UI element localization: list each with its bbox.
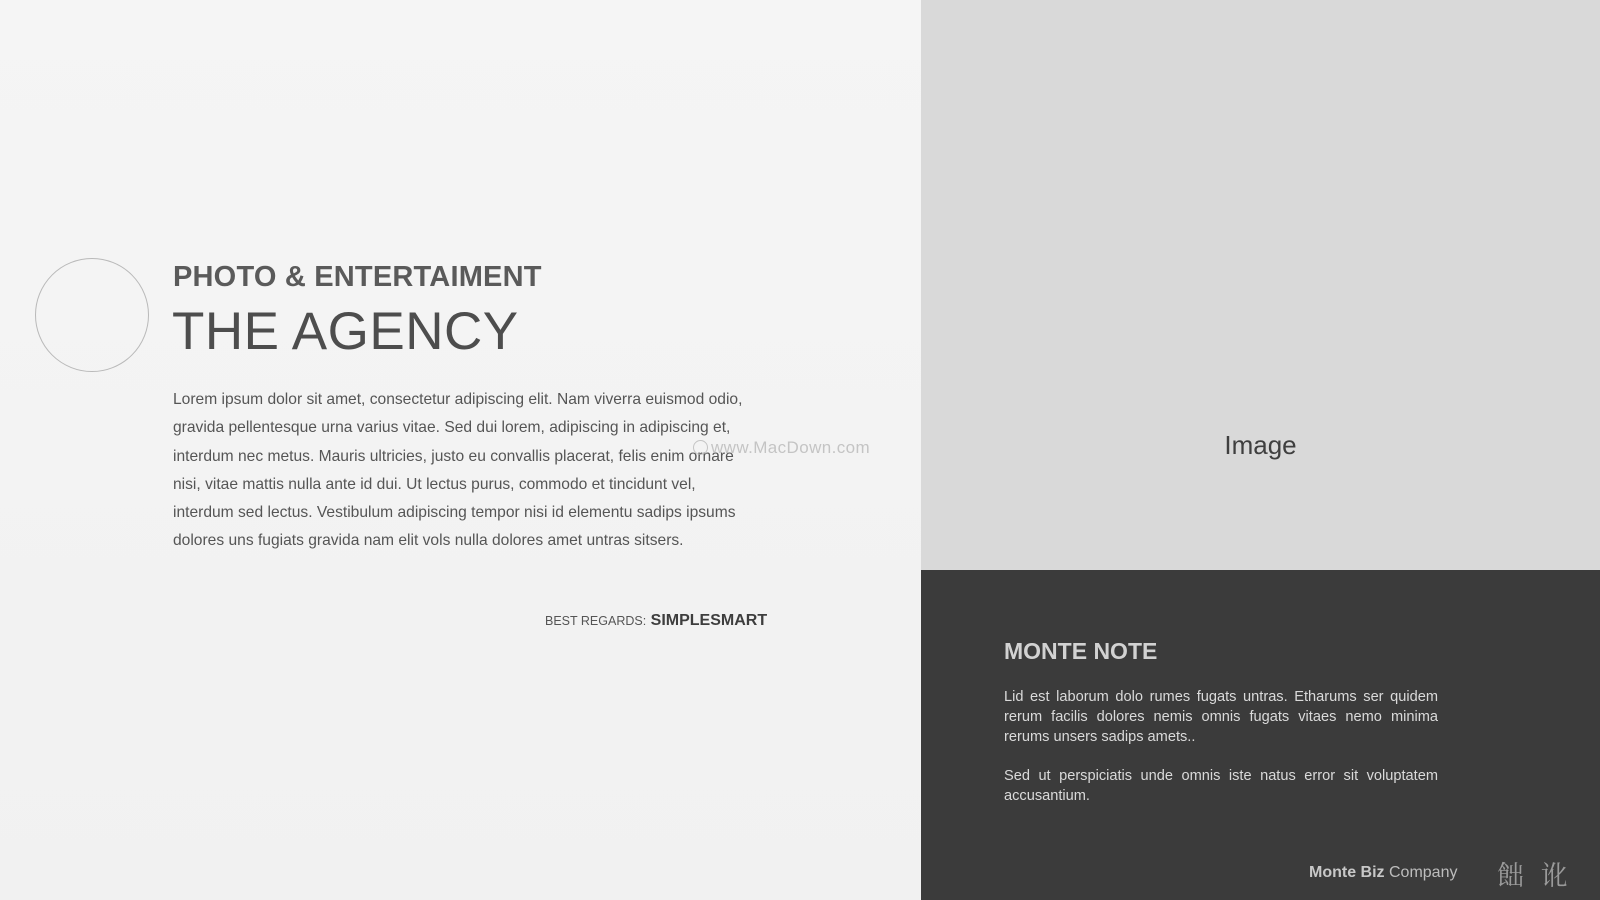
company-suffix: Company — [1389, 864, 1458, 881]
note-paragraph-1: Lid est laborum dolo rumes fugats untras. Etharums ser quidem rerum facilis dolores nemis omnis fugats vitaes nemo minima rerums unsers sadips amets.. — [1004, 689, 1438, 745]
signature-line — [545, 612, 768, 630]
circle-outline-decoration — [35, 258, 149, 372]
regards-name: SIMPLESMART — [650, 612, 768, 629]
image-placeholder-label: Image — [1224, 430, 1297, 460]
note-paragraph-2: Sed ut perspiciatis unde omnis iste natus error sit voluptatem accusantium. — [1004, 768, 1438, 804]
company-name: Monte Biz — [1309, 864, 1385, 881]
slide-subtitle: PHOTO & ENTERTAIMENT — [173, 261, 542, 293]
image-placeholder — [921, 0, 1600, 570]
slide-title: THE AGENCY — [172, 302, 519, 361]
regards-label: BEST REGARDS: — [545, 614, 647, 628]
note-panel — [921, 570, 1600, 900]
body-paragraph: Lorem ipsum dolor sit amet, consectetur adipiscing elit. Nam viverra euismod odio, gravida pellentesque urna varius vitae. Sed dui lorem, adipiscing in adipiscing et, interdum nec metus. Mauris ultricies, justo eu convallis placerat, felis enim ornare nisi, vitae mattis nulla ante id dui. Ut lectus purus, commodo et tincidunt vel, interdum sed lectus. Vestibulum adipiscing tempor nisi id elementu sadips ipsums dolores uns fugiats gravida nam elit vols nulla dolores amet untras sitsers. — [173, 391, 743, 550]
watermark — [693, 438, 870, 458]
corner-glyphs: 飿 讹 — [1497, 861, 1572, 892]
company-footer — [1309, 864, 1457, 882]
watermark-text: www.MacDown.com — [711, 438, 871, 457]
note-title: MONTE NOTE — [1004, 638, 1158, 664]
watermark-logo-icon — [693, 440, 708, 455]
